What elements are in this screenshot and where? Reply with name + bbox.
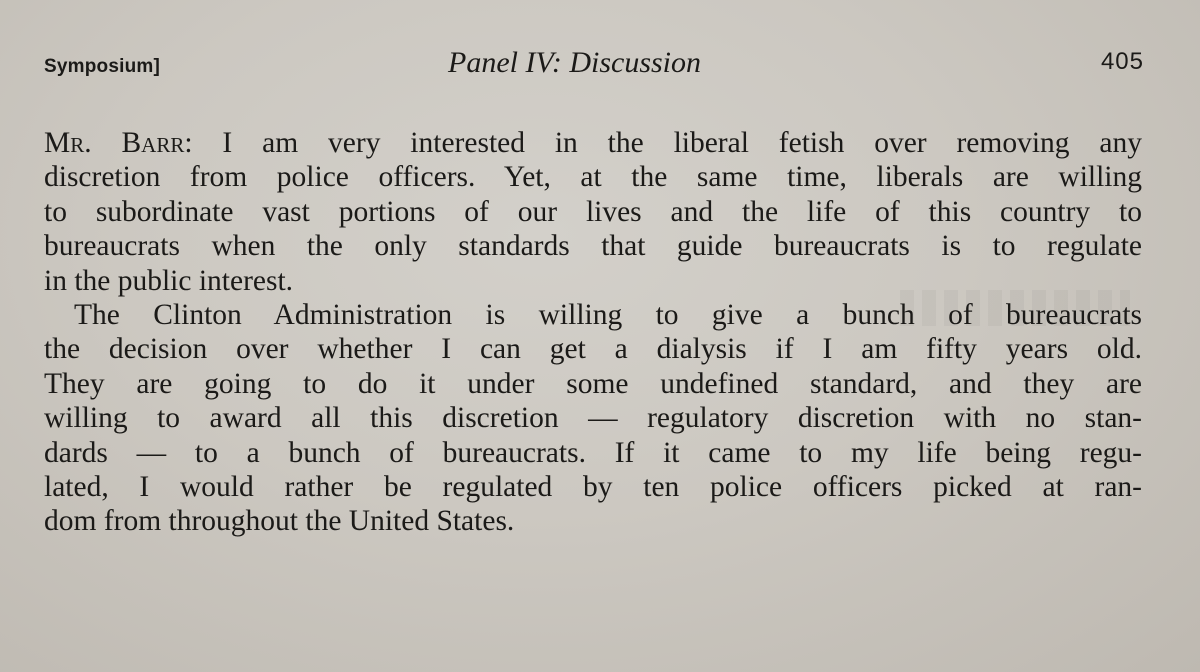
running-head-title: Panel IV: Discussion: [448, 46, 702, 79]
page-number: 405: [1100, 48, 1144, 75]
text-line: They are going to do it under some undefined standard, and they are: [44, 367, 1142, 400]
text-line: dom from throughout the United States.: [44, 505, 515, 538]
text-line: to subordinate vast portions of our lives and the life of this country to: [44, 195, 1142, 228]
discussion-text: [44, 126, 1142, 539]
text-line: discretion from police officers. Yet, at the same time, liberals are willing: [44, 161, 1142, 194]
text-line: dards — to a bunch of bureaucrats. If it came to my life being regu-: [44, 436, 1142, 469]
text-line: bureaucrats when the only standards that guide bureaucrats is to regulate: [44, 230, 1142, 263]
text-line: The Clinton Administration is willing to give a bunch of bureaucrats: [74, 299, 1142, 332]
paragraph: [44, 298, 1142, 539]
text-line: in the public interest.: [44, 264, 294, 297]
text-line: lated, I would rather be regulated by ten police officers picked at ran-: [44, 471, 1142, 504]
text-line: Mr. Barr: I am very interested in the liberal fetish over removing any: [44, 127, 1143, 159]
text-line: the decision over whether I can get a dialysis if I am fifty years old.: [44, 333, 1142, 366]
page-header: [0, 46, 1200, 86]
running-head-left: Symposium]: [44, 56, 161, 77]
speaker-name: Mr. Barr:: [44, 127, 193, 159]
text-line: willing to award all this discretion — regulatory discretion with no stan-: [44, 402, 1142, 435]
paragraph: [44, 126, 1142, 298]
